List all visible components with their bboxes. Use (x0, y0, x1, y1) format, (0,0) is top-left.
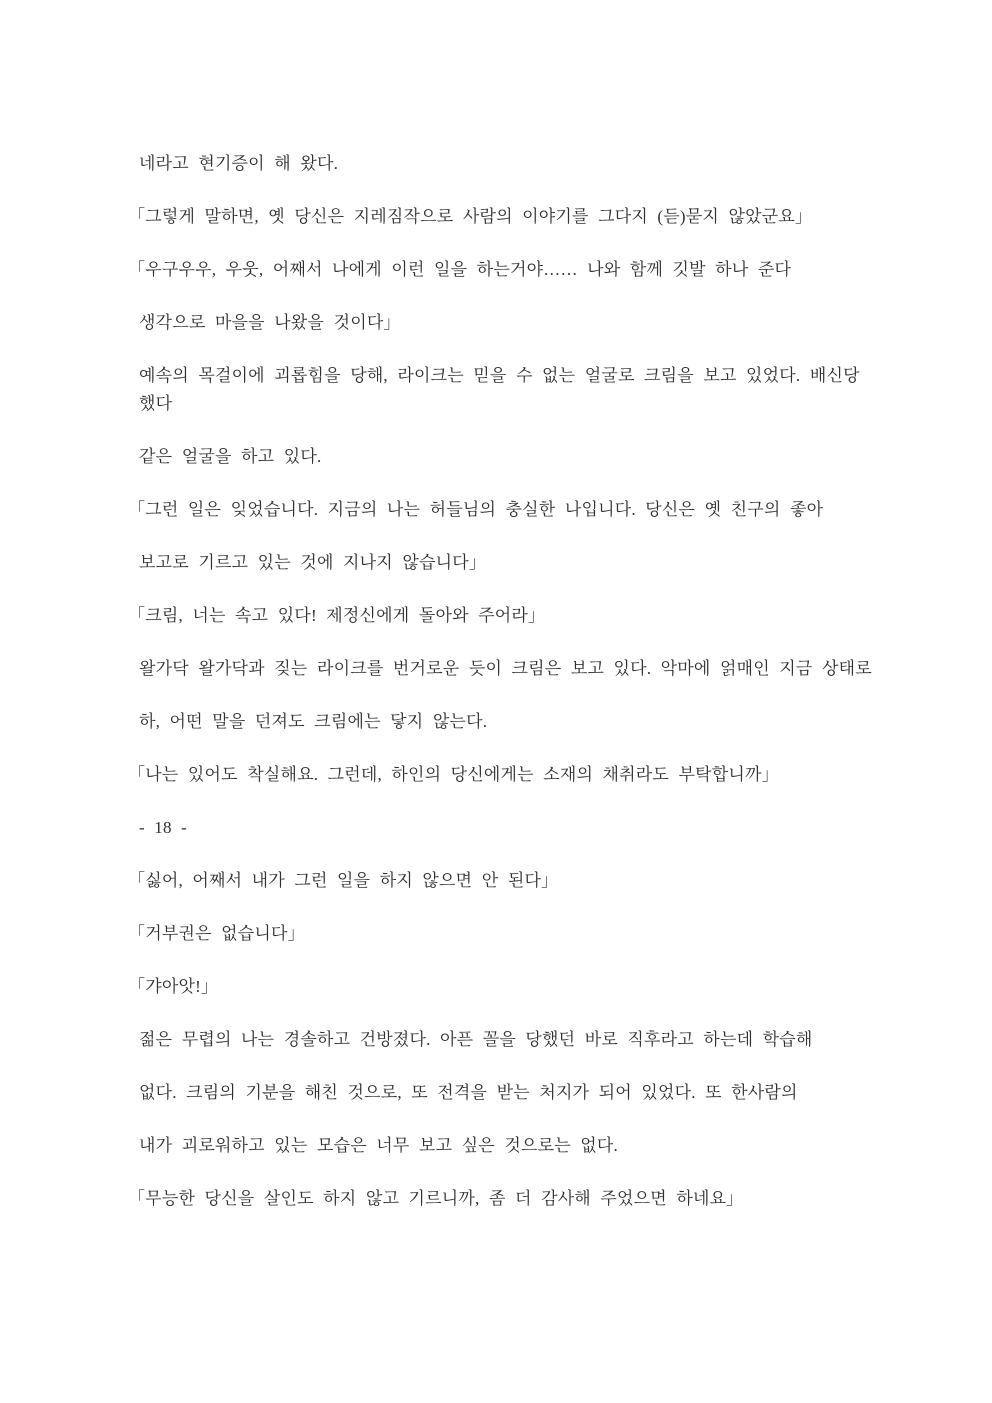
narration-line (128, 1132, 890, 1160)
narration-line (128, 1079, 890, 1107)
dialogue-line (128, 973, 890, 1001)
dialogue-line (128, 1185, 890, 1213)
dialogue-line (128, 602, 890, 630)
text-line: 예속의 목걸이에 괴롭힘을 당해, 라이크는 믿을 수 없는 얼굴로 크림을 보고 있었다. 배신당 (139, 366, 860, 385)
text-line: 했다 (139, 394, 173, 413)
text-line: 내가 괴로워하고 있는 모습은 너무 보고 싶은 것으로는 없다. (139, 1136, 618, 1155)
text-line: 보고로 기르고 있는 것에 지나지 않습니다」 (139, 553, 487, 572)
narration-line (128, 362, 890, 418)
narration-line (128, 150, 890, 178)
page-number (128, 814, 890, 842)
text-line: 생각으로 마을을 나왔을 것이다」 (139, 313, 401, 332)
text-line: 「싫어, 어째서 내가 그런 일을 하지 않으면 안 된다」 (128, 871, 559, 890)
text-line: 왈가닥 왈가닥과 짖는 라이크를 번거로운 듯이 크림은 보고 있다. 악마에 얽매인 지금 상태로 (139, 659, 872, 678)
page-number-text: - 18 - (139, 818, 188, 837)
narration-line (128, 655, 890, 683)
text-line: 「크림, 너는 속고 있다! 제정신에게 돌아와 주어라」 (128, 606, 546, 625)
text-line: 네라고 현기증이 해 왔다. (139, 154, 339, 173)
dialogue-line (128, 203, 890, 231)
text-line: 하, 어떤 말을 던져도 크림에는 닿지 않는다. (139, 712, 488, 731)
text-line: 없다. 크림의 기분을 해친 것으로, 또 전격을 받는 처지가 되어 있었다. 또 한사람의 (139, 1083, 798, 1102)
text-line: 「무능한 당신을 살인도 하지 않고 기르니까, 좀 더 감사해 주었으면 하네요」 (128, 1189, 744, 1208)
text-line: 「우구우우, 우웃, 어째서 나에게 이런 일을 하는거야…… 나와 함께 깃발 하나 준다 (128, 260, 792, 279)
dialogue-line (128, 549, 890, 577)
text-line: 같은 얼굴을 하고 있다. (139, 447, 322, 466)
text-line: 「그렇게 말하면, 옛 당신은 지레짐작으로 사람의 이야기를 그다지 (듣)묻지 않았군요」 (128, 207, 813, 226)
narration-line (128, 1026, 890, 1054)
dialogue-line (128, 309, 890, 337)
text-line: 「나는 있어도 착실해요. 그런데, 하인의 당신에게는 소재의 채취라도 부탁합니까」 (128, 765, 779, 784)
text-line: 「갸아앗!」 (128, 977, 219, 996)
dialogue-line (128, 496, 890, 524)
dialogue-line (128, 867, 890, 895)
narration-line (128, 708, 890, 736)
narration-line (128, 443, 890, 471)
text-line: 「거부권은 없습니다」 (128, 924, 305, 943)
dialogue-line (128, 256, 890, 284)
text-line: 젊은 무렵의 나는 경솔하고 건방졌다. 아픈 꼴을 당했던 바로 직후라고 하는데 학습해 (139, 1030, 813, 1049)
dialogue-line (128, 761, 890, 789)
document-content (128, 150, 890, 1238)
dialogue-line (128, 920, 890, 948)
text-line: 「그런 일은 잊었습니다. 지금의 나는 허들님의 충실한 나입니다. 당신은 옛 친구의 좋아 (128, 500, 824, 519)
